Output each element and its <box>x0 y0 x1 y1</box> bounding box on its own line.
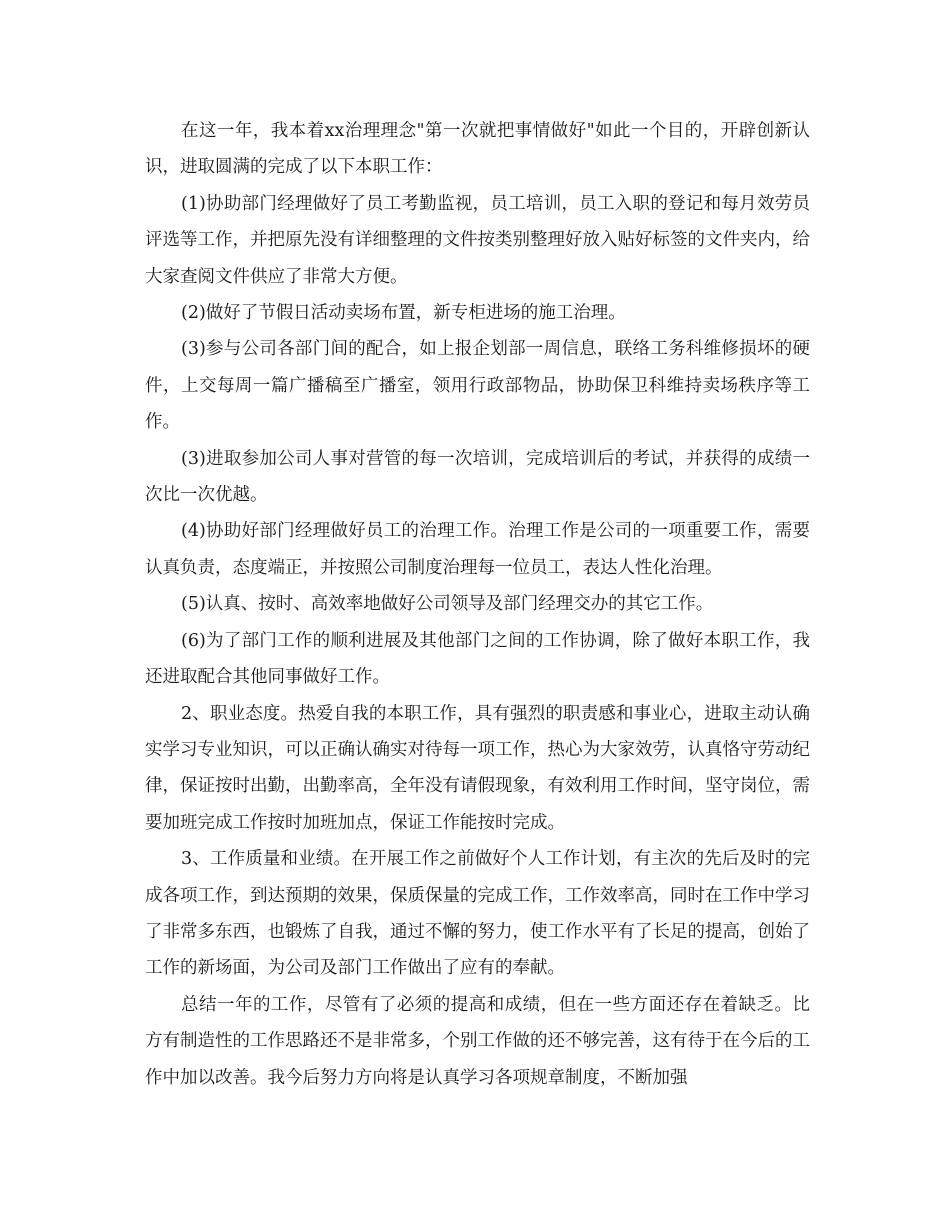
paragraph-item-3a: (3)参与公司各部门间的配合，如上报企划部一周信息，联络工务科维修损坏的硬件，上交每周一篇广播稿至广播室，领用行政部物品，协助保卫科维持卖场秩序等工作。 <box>145 339 810 433</box>
paragraph-item-1: (1)协助部门经理做好了员工考勤监视，员工培训，员工入职的登记和每月效劳员评选等工作，并把原先没有详细整理的文件按类别整理好放入贴好标签的文件夹内，给大家查阅文件供应了非常大方便。 <box>145 193 810 287</box>
paragraph-item-6: (6)为了部门工作的顺利进展及其他部门之间的工作协调，除了做好本职工作，我还进取配合其他同事做好工作。 <box>145 630 810 688</box>
paragraph-item-3b: (3)进取参加公司人事对营管的每一次培训，完成培训后的考试，并获得的成绩一次比一次优越。 <box>145 448 810 506</box>
paragraph-item-4: (4)协助好部门经理做好员工的治理工作。治理工作是公司的一项重要工作，需要认真负责，态度端正，并按照公司制度治理每一位员工，表达人性化治理。 <box>145 521 810 578</box>
paragraph-work-quality: 3、工作质量和业绩。在开展工作之前做好个人工作计划，有主次的先后及时的完成各项工作，到达预期的效果，保质保量的完成工作，工作效率高，同时在工作中学习了非常多东西，也锻炼了自我，通过不懈的努力，使工作水平有了长足的提高，创始了工作的新场面，为公司及部门工作做出了应有的奉献。 <box>145 849 810 979</box>
paragraph-item-5: (5)认真、按时、高效率地做好公司领导及部门经理交办的其它工作。 <box>181 594 714 615</box>
paragraph-summary: 总结一年的工作，尽管有了必须的提高和成绩，但在一些方面还存在着缺乏。比方有制造性的工作思路还不是非常多，个别工作做的还不够完善，这有待于在今后的工作中加以改善。我今后努力方向将是认真学习各项规章制度，不断加强 <box>145 994 810 1088</box>
document-body <box>145 113 810 1096</box>
paragraph-item-2: (2)做好了节假日活动卖场布置，新专柜进场的施工治理。 <box>181 303 626 324</box>
paragraph-intro: 在这一年，我本着xx治理理念"第一次就把事情做好"如此一个目的，开辟创新认识，进取圆满的完成了以下本职工作： <box>145 121 810 178</box>
paragraph-work-attitude: 2、职业态度。热爱自我的本职工作，具有强烈的职责感和事业心，进取主动认确实学习专业知识，可以正确认确实对待每一项工作，热心为大家效劳，认真恪守劳动纪律，保证按时出勤，出勤率高，全年没有请假现象，有效利用工作时间，坚守岗位，需要加班完成工作按时加班加点，保证工作能按时完成。 <box>145 703 810 833</box>
